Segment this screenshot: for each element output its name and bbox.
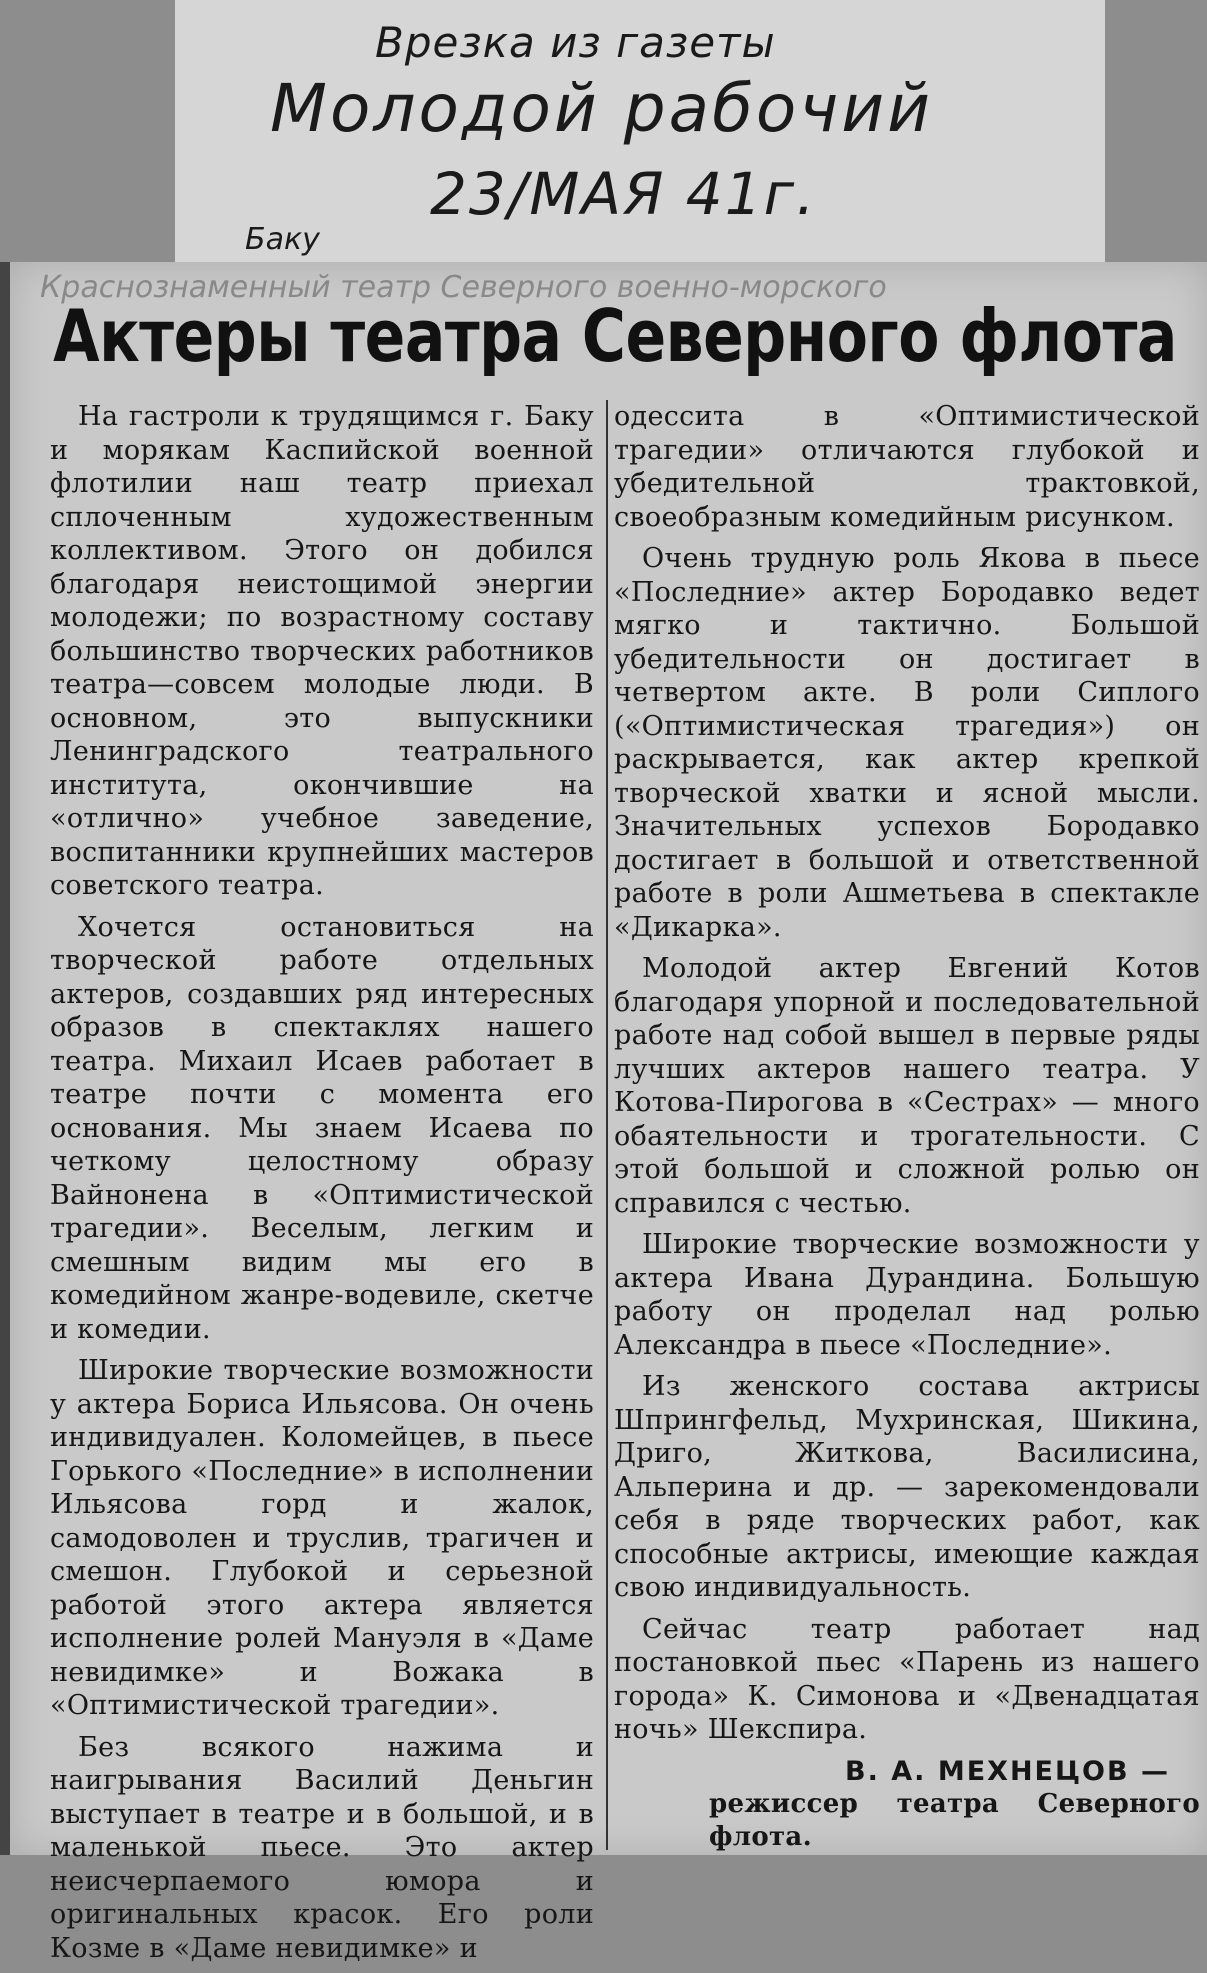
article-paragraph: Очень трудную роль Якова в пьесе «Последние» актер Бородавко ведет мягко и тактично. Большой убедительности он достигает в четвертом акте. В роли Сиплого («Оптимистическая трагедия») он раскрывается, как актер крепкой творческой хватки и ясной мысли. Значительных успехов Бородавко достигает в большой и ответственной работе в роли Ашметьева в спектакле «Дикарка».	[614, 543, 1200, 943]
pencil-annotation: Краснознаменный театр Северного военно-морского	[40, 270, 887, 305]
article-paragraph: Из женского состава актрисы Шпрингфельд, Мухринская, Шикина, Дриго, Житкова, Василисина, Альперина и др. — зарекомендовали себя в ряде творческих работ, как способные актрисы, имеющие каждая свою индивидуальность.	[614, 1371, 1200, 1603]
label-date: 23/МАЯ 41г.	[430, 160, 817, 228]
label-newspaper-name: Молодой рабочий	[270, 70, 933, 147]
label-city: Баку	[245, 222, 320, 257]
article-column-left	[50, 400, 594, 1973]
article-paragraph: Широкие творческие возможности у актера Ивана Дурандина. Большую работу он проделал над ролью Александра в пьесе «Последние».	[614, 1229, 1200, 1361]
article-paragraph: Молодой актер Евгений Котов благодаря упорной и последовательной работе над собой вышел в первые ряды лучших актеров нашего театра. У Котова-Пирогова в «Сестрах» — много обаятельности и трогательности. С этой большой и сложной ролью он справился с честью.	[614, 953, 1200, 1219]
author-role: режиссер театра Северного флота.	[709, 1789, 1200, 1852]
article-paragraph: Сейчас театр работает над постановкой пьес «Парень из нашего города» К. Симонова и «Двенадцатая ночь» Шекспира.	[614, 1613, 1200, 1745]
clipping-shadow-edge	[0, 262, 10, 1855]
article-paragraph: На гастроли к трудящимся г. Баку и морякам Каспийской военной флотилии наш театр приехал сплоченным художественным коллективом. Этого он добился благодаря неистощимой энергии молодежи; по возрастному составу большинство творческих работников театра—совсем молодые люди. В основном, это выпускники Ленинградского театрального института, окончившие на «отлично» учебное заведение, воспитанники крупнейших мастеров советского театра.	[50, 401, 594, 901]
article-paragraph-continuation: одессита в «Оптимистической трагедии» отличаются глубокой и убедительной трактовкой, своеобразным комедийным рисунком.	[614, 401, 1200, 533]
label-source-note: Врезка из газеты	[375, 18, 776, 67]
article-paragraph: Без всякого нажима и наигрывания Василий Деньгин выступает в театре и в большой, и в маленькой пьесе. Это актер неисчерпаемого юмора и оригинальных красок. Его роли Козме в «Даме невидимке» и	[50, 1731, 594, 1964]
article-paragraph: Хочется остановиться на творческой работе отдельных актеров, создавших ряд интересных образов в спектаклях нашего театра. Михаил Исаев работает в театре почти с момента его основания. Мы знаем Исаева по четкому целостному образу Вайнонена в «Оптимистической трагедии». Веселым, легким и смешным видим мы его в комедийном жанре-водевиле, скетче и комедии.	[50, 911, 594, 1345]
column-divider	[606, 400, 608, 1850]
article-column-right	[614, 400, 1200, 1854]
article-paragraph: Широкие творческие возможности у актера Бориса Ильясова. Он очень индивидуален. Коломейцев, в пьесе Горького «Последние» в исполнении Ильясова горд и жалок, самодоволен и труслив, трагичен и смешон. Глубокой и серьезной работой этого актера является исполнение ролей Мануэля в «Даме невидимке» и Вожака в «Оптимистической трагедии».	[50, 1355, 594, 1721]
article-headline: Актеры театра Северного флота	[53, 295, 1177, 379]
author-signature: В. А. МЕХНЕЦОВ —	[845, 1755, 1170, 1787]
